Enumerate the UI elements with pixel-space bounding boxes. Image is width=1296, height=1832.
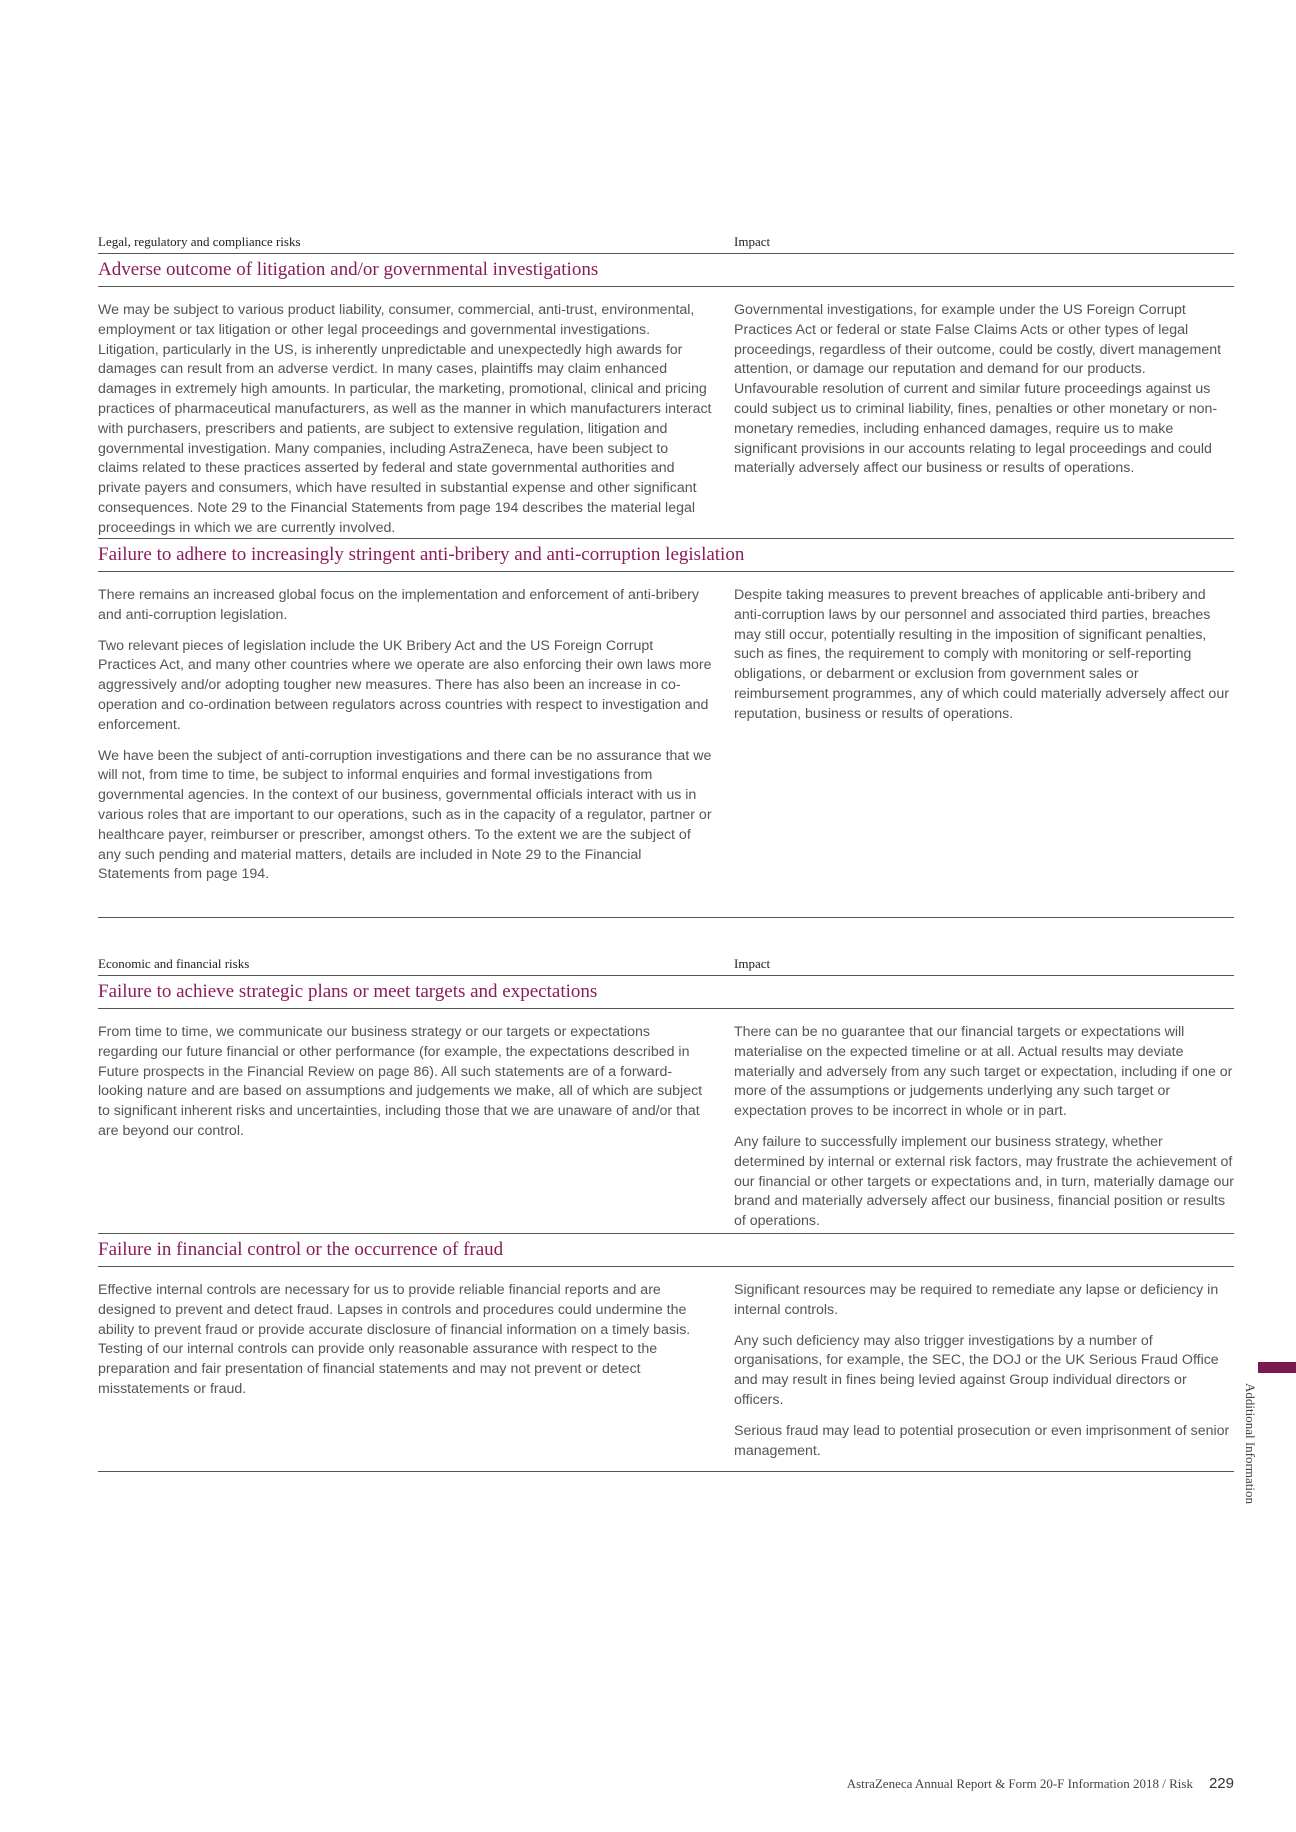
risk-section [98,1233,1234,1471]
impact-description [734,1281,1234,1461]
section-tab-marker [1258,1362,1296,1373]
group-header [98,944,1234,976]
section-title: Failure to adhere to increasingly stringent anti-bribery and anti-corruption legislation [98,539,1234,572]
page-number: 229 [1208,1775,1234,1792]
paragraph: Any such deficiency may also trigger investigations by a number of organisations, for example, the SEC, the DOJ or the UK Serious Fraud Office and may result in fines being levied against Group individual directors or officers. [734,1332,1219,1408]
paragraph: Serious fraud may lead to potential prosecution or even imprisonment of senior management. [734,1422,1230,1459]
impact-description [734,1023,1234,1230]
group-label: Legal, regulatory and compliance risks [98,234,301,249]
impact-description [734,586,1234,907]
risk-section [98,254,1234,538]
paragraph: Effective internal controls are necessary for us to provide reliable financial reports and are designed to prevent and detect fraud. Lapses in controls and procedures could undermine the ability to prevent fraud or provide accurate disclosure of financial information on a timely basis. Testing of our internal controls can provide only reasonable assurance with respect to the preparation and fair presentation of financial statements and may not prevent or detect misstatements or fraud. [98,1282,691,1397]
impact-label: Impact [734,234,771,249]
risk-group-legal [98,222,1234,918]
risk-group-economic [98,944,1234,1472]
paragraph: Two relevant pieces of legislation include the UK Bribery Act and the US Foreign Corrupt Practices Act, and many other countries where we operate are also enforcing their own laws more aggressively and/or adopting tougher new measures. There has also been an increase in co-operation and co-ordination between regulators across countries with respect to investigation and enforcement. [98,637,712,733]
paragraph: There remains an increased global focus on the implementation and enforcement of anti-bribery and anti-corruption legislation. [98,587,699,623]
impact-label: Impact [734,956,771,971]
paragraph: We may be subject to various product liability, consumer, commercial, anti-trust, environmental, employment or tax litigation or other legal proceedings and governmental investigations. Litigation, particularly in the US, is inherently unpredictable and unexpectedly high awards for damages can result from an adverse verdict. In many cases, plaintiffs may claim enhanced damages in extremely high amounts. In particular, the marketing, promotional, clinical and pricing practices of pharmaceutical manufacturers, as well as the manner in which manufacturers interact with purchasers, prescribers and patients, are subject to extensive regulation, litigation and governmental investigation. Many companies, including AstraZeneca, have been subject to claims related to these practices asserted by federal and state governmental authorities and private payers and consumers, which have resulted in substantial expense and other significant consequences. Note 29 to the Financial Statements from page 194 describes the material legal proceedings in which we are currently involved. [98,302,712,536]
risk-description [98,1281,734,1461]
section-side-label [1243,1383,1280,1523]
group-label: Economic and financial risks [98,956,250,971]
divider [98,1471,1234,1472]
group-header [98,222,1234,254]
section-title: Failure in financial control or the occurrence of fraud [98,1234,1234,1267]
paragraph: We have been the subject of anti-corruption investigations and there can be no assurance that we will not, from time to time, be subject to informal enquiries and formal investigations from governmental agencies. In the context of our business, governmental officials interact with us in various roles that are important to our operations, such as in the capacity of a regulator, partner or healthcare payer, reimburser or prescriber, amongst others. To the extent we are the subject of any such pending and material matters, details are included in Note 29 to the Financial Statements from page 194. [98,747,712,883]
risk-description [98,1023,734,1223]
paragraph: Any failure to successfully implement our business strategy, whether determined by internal or external risk factors, may frustrate the achievement of our financial or other targets or expectations and, in turn, materially damage our brand and materially adversely affect our business, financial position or results of operations. [734,1133,1234,1230]
page-footer [847,1775,1234,1792]
paragraph: Governmental investigations, for example under the US Foreign Corrupt Practices Act or federal or state False Claims Acts or other types of legal proceedings, regardless of their outcome, could be costly, divert management attention, or damage our reputation and demand for our products. Unfavourable resolution of current and similar future proceedings against us could subject us to criminal liability, fines, penalties or other monetary or non-monetary remedies, including enhanced damages, require us to make significant provisions in our accounts relating to legal proceedings and could materially adversely affect our business or results of operations. [734,302,1222,477]
impact-description [734,301,1234,528]
paragraph: Significant resources may be required to remediate any lapse or deficiency in internal controls. [734,1282,1219,1318]
risk-content [98,222,1234,1472]
section-title: Adverse outcome of litigation and/or governmental investigations [98,254,1234,287]
paragraph: From time to time, we communicate our business strategy or our targets or expectations regarding our future financial or other performance (for example, the expectations described in Future prospects in the Financial Review on page 86). All such statements are of a forward-looking nature and are based on assumptions and judgements we make, all of which are subject to significant inherent risks and uncertainties, including those that we are unaware of and/or that are beyond our control. [98,1024,703,1139]
paragraph: There can be no guarantee that our financial targets or expectations will materialise on the expected timeline or at all. Actual results may deviate materially and adversely from any such target or expectation, including if one or more of the assumptions or judgements underlying any such target or expectation proves to be incorrect in whole or in part. [734,1024,1233,1120]
risk-description [98,586,734,907]
section-title: Failure to achieve strategic plans or meet targets and expectations [98,976,1234,1009]
risk-section [98,538,1234,917]
side-label-text: Additional Information [1243,1383,1258,1504]
footer-text: AstraZeneca Annual Report & Form 20-F Information 2018 / Risk [846,1776,1193,1791]
risk-section [98,976,1234,1233]
risk-description [98,301,734,536]
paragraph: Despite taking measures to prevent breaches of applicable anti-bribery and anti-corruption laws by our personnel and associated third parties, breaches may still occur, potentially resulting in the imposition of significant penalties, such as fines, the requirement to comply with monitoring or self-reporting obligations, or debarment or exclusion from government sales or reimbursement programmes, any of which could materially adversely affect our reputation, business or results of operations. [734,587,1229,722]
